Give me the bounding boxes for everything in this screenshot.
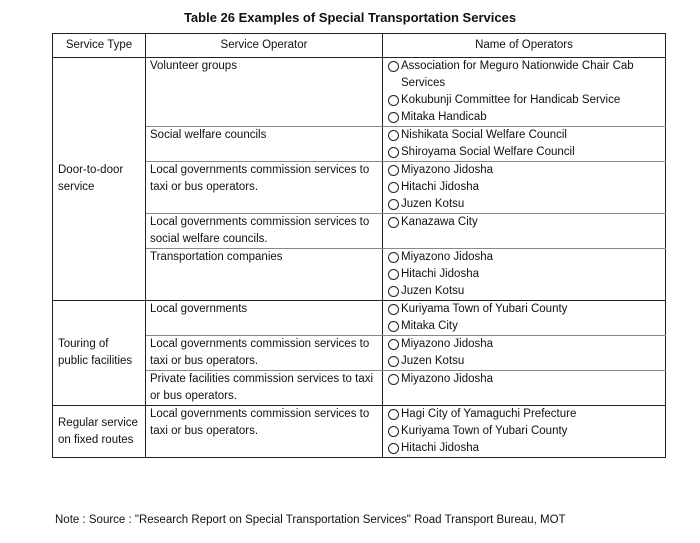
operator-name: Shiroyama Social Welfare Council [401, 146, 575, 158]
operator-name: Mitaka City [401, 320, 458, 332]
list-item [387, 283, 661, 300]
list-item [387, 109, 661, 126]
operator-name: Juzen Kotsu [401, 355, 465, 367]
operator-names-cell [383, 336, 666, 371]
operator-name: Hagi City of Yamaguchi Prefecture [401, 408, 577, 420]
circle-bullet-icon [388, 286, 399, 297]
operator-name: Miyazono Jidosha [401, 251, 494, 263]
circle-bullet-icon [388, 165, 399, 176]
list-item [387, 440, 661, 457]
service-operator-cell [146, 406, 383, 458]
circle-bullet-icon [388, 147, 399, 158]
service-operator-cell [146, 214, 383, 249]
service-operator-cell [146, 58, 383, 127]
list-item [387, 127, 661, 144]
operator-name: Hitachi Jidosha [401, 181, 479, 193]
circle-bullet-icon [388, 304, 399, 315]
operator-name: Kanazawa City [401, 216, 478, 228]
header-service-operator: Service Operator [146, 34, 383, 58]
circle-bullet-icon [388, 130, 399, 141]
special-transportation-table [52, 33, 666, 458]
operator-name: Association for Meguro Nationwide Chair Cab Services [401, 60, 634, 89]
table-row [53, 301, 666, 336]
circle-bullet-icon [388, 269, 399, 280]
list-item [387, 336, 661, 353]
service-operator-cell [146, 127, 383, 162]
service-operator-text: Social welfare councils [150, 129, 267, 141]
operator-name: Miyazono Jidosha [401, 373, 494, 385]
table-row [53, 58, 666, 127]
circle-bullet-icon [388, 199, 399, 210]
service-operator-text: Local governments commission services to taxi or bus operators. [150, 164, 370, 193]
operator-names-cell [383, 371, 666, 406]
operator-name: Juzen Kotsu [401, 285, 465, 297]
operator-names-cell [383, 249, 666, 301]
operator-name: Nishikata Social Welfare Council [401, 129, 567, 141]
table-caption: Table 26 Examples of Special Transportation Services [183, 10, 517, 25]
circle-bullet-icon [388, 217, 399, 228]
circle-bullet-icon [388, 374, 399, 385]
operator-name: Miyazono Jidosha [401, 338, 494, 350]
service-operator-text: Local governments [150, 303, 248, 315]
operator-name: Juzen Kotsu [401, 198, 465, 210]
operator-name: Kuriyama Town of Yubari County [401, 425, 568, 437]
circle-bullet-icon [388, 426, 399, 437]
operator-name: Miyazono Jidosha [401, 164, 494, 176]
source-note: Note : Source : "Research Report on Special Transportation Services" Road Transport Bureau, MOT [55, 514, 566, 526]
table-row [53, 406, 666, 458]
circle-bullet-icon [388, 95, 399, 106]
service-operator-cell [146, 249, 383, 301]
list-item [387, 301, 661, 318]
service-operator-text: Transportation companies [150, 251, 283, 263]
operator-name: Kokubunji Committee for Handicab Service [401, 94, 621, 106]
operator-names-cell [383, 214, 666, 249]
circle-bullet-icon [388, 409, 399, 420]
list-item [387, 266, 661, 283]
circle-bullet-icon [388, 356, 399, 367]
service-operator-text: Private facilities commission services to taxi or bus operators. [150, 373, 374, 402]
operator-names-cell [383, 127, 666, 162]
operator-name: Kuriyama Town of Yubari County [401, 303, 568, 315]
service-operator-cell [146, 162, 383, 214]
service-operator-text: Volunteer groups [150, 60, 237, 72]
service-operator-text: Local governments commission services to taxi or bus operators. [150, 338, 370, 367]
operator-name: Hitachi Jidosha [401, 268, 479, 280]
header-row [53, 34, 666, 58]
service-type-cell: Touring of public facilities [53, 301, 146, 406]
circle-bullet-icon [388, 339, 399, 350]
list-item [387, 249, 661, 266]
circle-bullet-icon [388, 321, 399, 332]
list-item [387, 214, 661, 231]
operator-name: Mitaka Handicab [401, 111, 487, 123]
list-item [387, 353, 661, 370]
service-type-cell: Door-to-door service [53, 58, 146, 301]
service-type-cell: Regular service on fixed routes [53, 406, 146, 458]
list-item [387, 58, 661, 92]
header-service-type: Service Type [53, 34, 146, 58]
list-item [387, 196, 661, 213]
list-item [387, 162, 661, 179]
circle-bullet-icon [388, 112, 399, 123]
service-operator-cell [146, 301, 383, 336]
list-item [387, 406, 661, 423]
circle-bullet-icon [388, 252, 399, 263]
operator-names-cell [383, 301, 666, 336]
operator-names-cell [383, 58, 666, 127]
circle-bullet-icon [388, 443, 399, 454]
service-operator-text: Local governments commission services to social welfare councils. [150, 216, 370, 245]
service-operator-text: Local governments commission services to taxi or bus operators. [150, 408, 370, 437]
list-item [387, 179, 661, 196]
circle-bullet-icon [388, 61, 399, 72]
circle-bullet-icon [388, 182, 399, 193]
service-operator-cell [146, 371, 383, 406]
header-name-of-operators: Name of Operators [383, 34, 666, 58]
operator-name: Hitachi Jidosha [401, 442, 479, 454]
list-item [387, 144, 661, 161]
list-item [387, 318, 661, 335]
list-item [387, 423, 661, 440]
operator-names-cell [383, 406, 666, 458]
service-operator-cell [146, 336, 383, 371]
operator-names-cell [383, 162, 666, 214]
table-body [53, 58, 666, 458]
list-item [387, 371, 661, 388]
list-item [387, 92, 661, 109]
